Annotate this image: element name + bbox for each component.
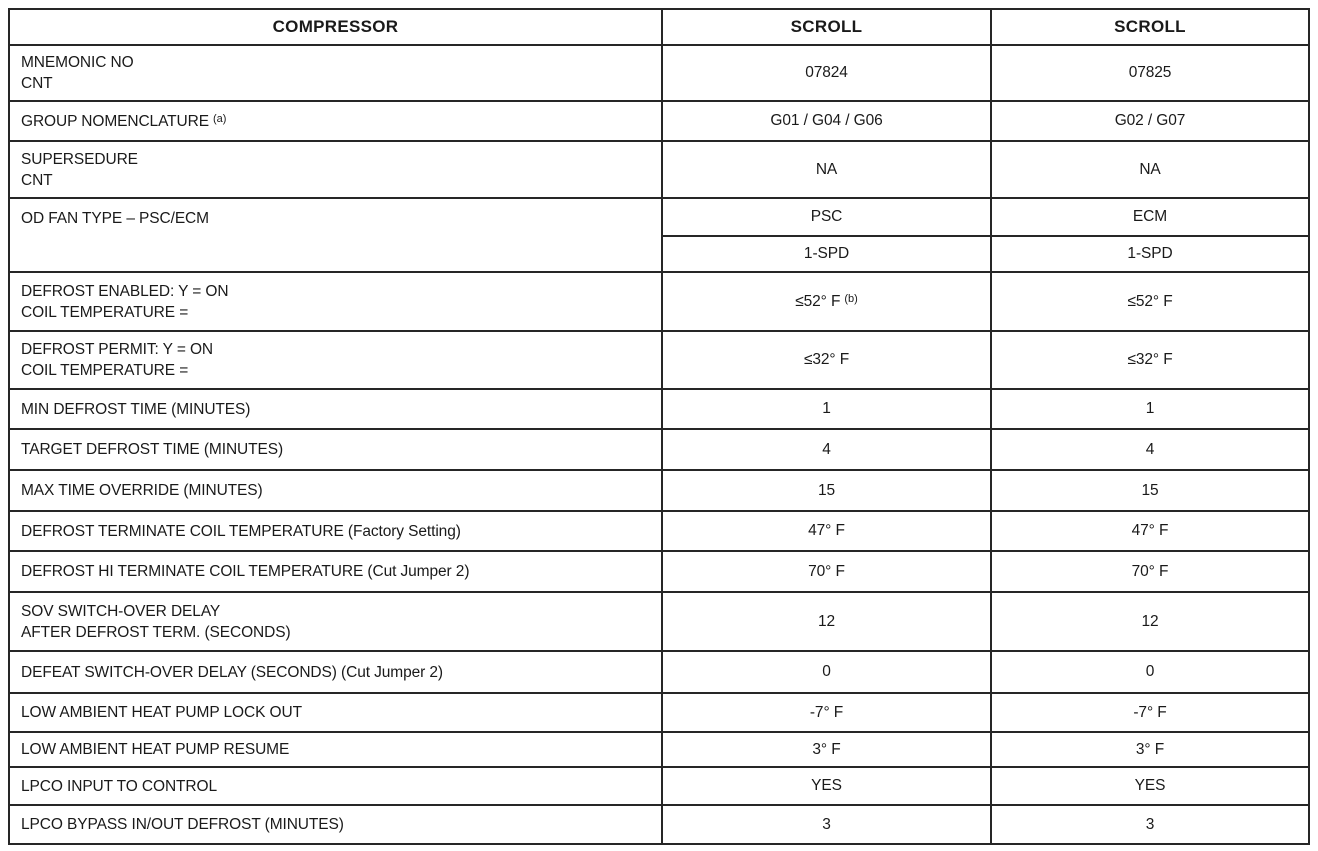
- row-label: DEFEAT SWITCH-OVER DELAY (SECONDS) (Cut Jumper 2): [9, 651, 662, 693]
- label-text: GROUP NOMENCLATURE: [21, 112, 209, 130]
- column-header-scroll-1: SCROLL: [662, 9, 991, 45]
- defrost-control-spec-table: [8, 8, 1310, 845]
- value-cell: ≤32° F: [662, 331, 991, 389]
- table-row-max-time-override: [9, 470, 1309, 511]
- value-cell: 0: [662, 651, 991, 693]
- label-line: SUPERSEDURE: [21, 150, 138, 168]
- label-line: CNT: [21, 171, 53, 189]
- value-cell: ≤32° F: [991, 331, 1309, 389]
- value-cell: -7° F: [991, 693, 1309, 732]
- label-line: DEFROST ENABLED: Y = ON: [21, 282, 229, 300]
- table-row-group-nomenclature: [9, 101, 1309, 141]
- table-row-lpco-bypass: [9, 805, 1309, 844]
- value-cell: -7° F: [662, 693, 991, 732]
- value-cell: 3: [662, 805, 991, 844]
- row-label: MIN DEFROST TIME (MINUTES): [9, 389, 662, 429]
- value-cell: 4: [991, 429, 1309, 470]
- value-cell: 3° F: [662, 732, 991, 767]
- row-label: TARGET DEFROST TIME (MINUTES): [9, 429, 662, 470]
- value-cell: 15: [991, 470, 1309, 511]
- table-row-lpco-input: [9, 767, 1309, 805]
- table-row-target-defrost-time: [9, 429, 1309, 470]
- value-cell: 07825: [991, 45, 1309, 101]
- value-cell: 0: [991, 651, 1309, 693]
- value-cell: NA: [662, 141, 991, 198]
- value-cell: 3: [991, 805, 1309, 844]
- value-cell: 07824: [662, 45, 991, 101]
- row-label: LOW AMBIENT HEAT PUMP LOCK OUT: [9, 693, 662, 732]
- value-cell: [662, 272, 991, 331]
- value-cell: NA: [991, 141, 1309, 198]
- row-label: LOW AMBIENT HEAT PUMP RESUME: [9, 732, 662, 767]
- row-label: [9, 141, 662, 198]
- label-line: AFTER DEFROST TERM. (SECONDS): [21, 623, 291, 641]
- value-cell: ECM: [991, 198, 1309, 236]
- value-text: ≤52° F: [795, 292, 841, 310]
- column-header-compressor: COMPRESSOR: [9, 9, 662, 45]
- value-cell: 1-SPD: [991, 236, 1309, 272]
- value-cell: 1: [991, 389, 1309, 429]
- value-cell: ≤52° F: [991, 272, 1309, 331]
- value-cell: 70° F: [991, 551, 1309, 592]
- row-label: DEFROST TERMINATE COIL TEMPERATURE (Factory Setting): [9, 511, 662, 551]
- value-cell: 4: [662, 429, 991, 470]
- row-label: [9, 101, 662, 141]
- row-label: [9, 592, 662, 651]
- table-row-mnemonic-no: [9, 45, 1309, 101]
- row-label: [9, 45, 662, 101]
- table-row-low-ambient-resume: [9, 732, 1309, 767]
- table-row-od-fan-type: [9, 198, 1309, 236]
- label-line: COIL TEMPERATURE =: [21, 303, 189, 321]
- table-row-defeat-switch-over-delay: [9, 651, 1309, 693]
- row-label: LPCO INPUT TO CONTROL: [9, 767, 662, 805]
- label-text: OD FAN TYPE – PSC/ECM: [21, 210, 209, 227]
- row-label: LPCO BYPASS IN/OUT DEFROST (MINUTES): [9, 805, 662, 844]
- value-cell: YES: [662, 767, 991, 805]
- table-row-supersedure: [9, 141, 1309, 198]
- value-cell: 47° F: [662, 511, 991, 551]
- row-label: [9, 198, 662, 272]
- column-header-scroll-2: SCROLL: [991, 9, 1309, 45]
- value-cell: 1-SPD: [662, 236, 991, 272]
- table-row-low-ambient-lock-out: [9, 693, 1309, 732]
- value-cell: 3° F: [991, 732, 1309, 767]
- value-cell: 12: [991, 592, 1309, 651]
- table-row-sov-switch-over-delay: [9, 592, 1309, 651]
- label-line: DEFROST PERMIT: Y = ON: [21, 341, 214, 358]
- value-cell: 12: [662, 592, 991, 651]
- value-cell: G02 / G07: [991, 101, 1309, 141]
- label-line: CNT: [21, 75, 53, 92]
- footnote-marker-a: (a): [212, 112, 227, 125]
- value-cell: 70° F: [662, 551, 991, 592]
- value-cell: 47° F: [991, 511, 1309, 551]
- table-row-defrost-terminate-coil-temp: [9, 511, 1309, 551]
- row-label: DEFROST HI TERMINATE COIL TEMPERATURE (Cut Jumper 2): [9, 551, 662, 592]
- table-header-row: [9, 9, 1309, 45]
- label-line: MNEMONIC NO: [21, 54, 134, 71]
- row-label: [9, 272, 662, 331]
- value-cell: 15: [662, 470, 991, 511]
- value-cell: G01 / G04 / G06: [662, 101, 991, 141]
- table-row-defrost-permit: [9, 331, 1309, 389]
- label-line: SOV SWITCH-OVER DELAY: [21, 602, 221, 620]
- value-cell: PSC: [662, 198, 991, 236]
- table-row-min-defrost-time: [9, 389, 1309, 429]
- value-cell: 1: [662, 389, 991, 429]
- table-row-defrost-hi-terminate-coil-temp: [9, 551, 1309, 592]
- label-line: COIL TEMPERATURE =: [21, 362, 189, 379]
- row-label: [9, 331, 662, 389]
- footnote-marker-b: (b): [844, 292, 858, 305]
- table-row-defrost-enabled: [9, 272, 1309, 331]
- value-cell: YES: [991, 767, 1309, 805]
- row-label: MAX TIME OVERRIDE (MINUTES): [9, 470, 662, 511]
